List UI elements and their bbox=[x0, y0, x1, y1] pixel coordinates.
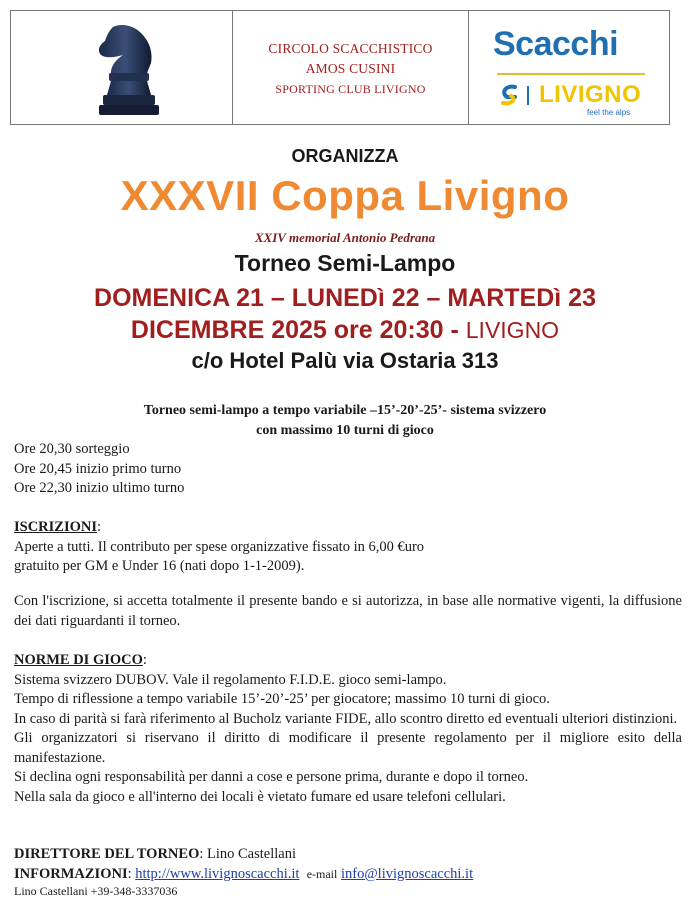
norme-line: Gli organizzatori si riservano il diritto di modificare il presente regolamento per il migliore esito della manifestazione. bbox=[14, 730, 682, 766]
norme-line: Tempo di riflessione a tempo variabile 15’-20’-25’ per giocatore; massimo 10 turni di gioco. bbox=[14, 691, 550, 707]
header-club-cell bbox=[233, 11, 469, 124]
norme-section: NORME DI GIOCO: Sistema svizzero DUBOV. Vale il regolamento F.I.D.E. gioco semi-lampo. Tempo di riflessione a tempo variabile 15’-20’-25’ per giocatore; massimo 10 turni di gioco. In caso di parità si farà riferimento al Bucholz variante FIDE, allo scontro diretto ed eventuali ulteriori distinzioni. Gli organizzatori si riservano il diritto di modificare il presente regolamento per il migliore esito della manifestazione. Si declina ogni responsabilità per danni a cose e persone prima, durante e dopo il torneo. Nella sala da gioco e all'interno dei locali è vietato fumare ed usare telefoni cellulari. bbox=[14, 651, 682, 807]
footer-section bbox=[14, 845, 682, 899]
director-line: DIRETTORE DEL TORNEO: Lino Castellani bbox=[14, 846, 296, 862]
event-title: XXXVII Coppa Livigno bbox=[120, 172, 570, 219]
website-link[interactable]: http://www.livignoscacchi.it bbox=[135, 865, 300, 882]
header-box bbox=[10, 10, 670, 125]
tournament-type: Torneo Semi-Lampo bbox=[234, 250, 456, 276]
header-knight-cell bbox=[11, 11, 233, 124]
director-label: DIRETTORE DEL TORNEO bbox=[14, 846, 200, 862]
iscrizioni-line: Aperte a tutti. Il contributo per spese organizzative fissato in 6,00 €uro bbox=[14, 538, 425, 555]
logo-divider bbox=[497, 73, 645, 75]
schedule-item: Ore 22,30 inizio ultimo turno bbox=[14, 480, 185, 496]
club-name-line-3: SPORTING CLUB LIVIGNO bbox=[275, 82, 426, 96]
email-link[interactable]: info@livignoscacchi.it bbox=[340, 865, 474, 882]
email-label: e-mail bbox=[306, 866, 338, 881]
iscrizioni-heading: ISCRIZIONI bbox=[14, 519, 97, 535]
event-location-town: LIVIGNO bbox=[465, 317, 560, 343]
club-name-line-1: CIRCOLO SCACCHISTICO bbox=[268, 41, 433, 56]
event-dates-line-2 bbox=[0, 316, 690, 345]
schedule-list bbox=[14, 440, 682, 499]
club-name-line-2: AMOS CUSINI bbox=[305, 61, 396, 76]
contact-line: Lino Castellani +39-348-3337036 bbox=[14, 884, 178, 898]
scacchi-livigno-logo bbox=[469, 11, 669, 124]
description-line-1: Torneo semi-lampo a tempo variabile –15’-20’-25’- sistema svizzero bbox=[143, 403, 547, 418]
norme-line: Si declina ogni responsabilità per danni a cose e persone prima, durante e dopo il torneo. bbox=[14, 769, 529, 785]
description-line-2: con massimo 10 turni di gioco bbox=[256, 423, 434, 438]
event-date-time: DICEMBRE 2025 ore 20:30 - bbox=[130, 316, 466, 344]
logo-scacchi-text: Scacchi bbox=[493, 25, 619, 63]
schedule-item: Ore 20,30 sorteggio bbox=[14, 441, 130, 457]
logo-tagline: feel the alps bbox=[587, 108, 631, 117]
livigno-mark-icon bbox=[499, 83, 539, 107]
memorial-subtitle: XXIV memorial Antonio Pedrana bbox=[254, 230, 436, 245]
organizza-label: ORGANIZZA bbox=[291, 146, 399, 166]
info-label: INFORMAZIONI bbox=[14, 865, 128, 882]
consent-paragraph: Con l'iscrizione, si accetta totalmente il presente bando e si autorizza, in base alle normative vigenti, la diffusione dei dati riguardanti il torneo. bbox=[14, 593, 682, 629]
iscrizioni-section: ISCRIZIONI: Aperte a tutti. Il contributo per spese organizzative fissato in 6,00 €uro gratuito per GM e Under 16 (nati dopo 1-1-2009). bbox=[14, 518, 682, 577]
event-dates-line-1: DOMENICA 21 – LUNEDì 22 – MARTEDì 23 bbox=[94, 284, 596, 312]
event-venue: c/o Hotel Palù via Ostaria 313 bbox=[191, 348, 499, 373]
norme-line: Nella sala da gioco e all'interno dei locali è vietato fumare ed usare telefoni cellulari. bbox=[14, 788, 506, 805]
director-name: Lino Castellani bbox=[207, 846, 296, 862]
norme-line: Sistema svizzero DUBOV. Vale il regolamento F.I.D.E. gioco semi-lampo. bbox=[14, 671, 447, 688]
norme-line: In caso di parità si farà riferimento al Bucholz variante FIDE, allo scontro diretto ed eventuali ulteriori distinzioni. bbox=[14, 710, 678, 727]
iscrizioni-line: gratuito per GM e Under 16 (nati dopo 1-1-2009). bbox=[14, 558, 305, 574]
tournament-description bbox=[0, 401, 690, 441]
chess-knight-icon bbox=[11, 11, 233, 124]
info-line: INFORMAZIONI: http://www.livignoscacchi.it e-mail info@livignoscacchi.it bbox=[14, 865, 474, 882]
schedule-item: Ore 20,45 inizio primo turno bbox=[14, 460, 182, 477]
norme-heading: NORME DI GIOCO bbox=[14, 652, 143, 668]
logo-livigno-text: LIVIGNO bbox=[539, 81, 642, 108]
logo-livigno-row bbox=[499, 81, 641, 109]
